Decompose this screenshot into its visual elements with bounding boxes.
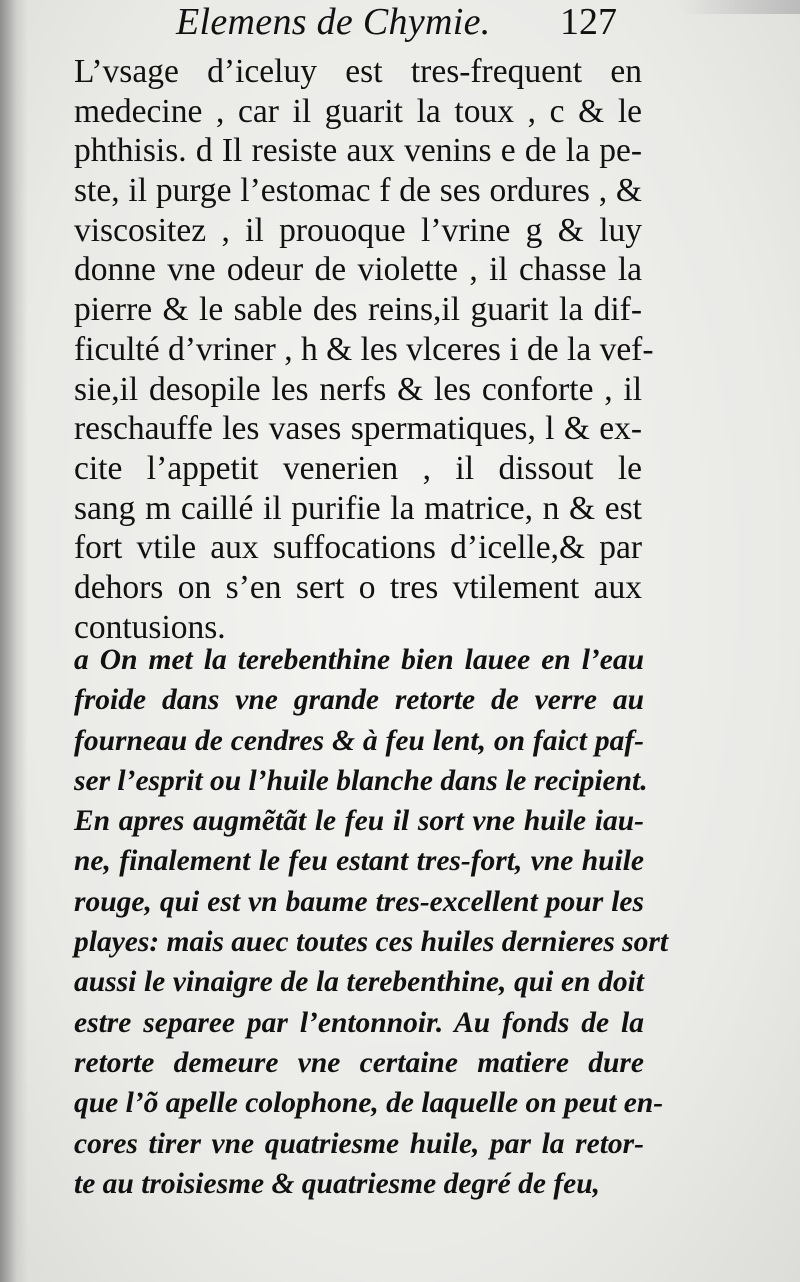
note-line: a On met la terebenthine bien lauee en l’eau [74, 644, 644, 676]
text-line: ficulté d’vriner , h & les vlceres i de la vef- [74, 330, 654, 368]
text-line: medecine , car il guarit la toux , c & le [74, 92, 642, 130]
note-line: En apres augmẽtãt le feu il sort vne huile iau- [74, 805, 644, 838]
note-line: te au troisiesme & quatriesme degré de feu, [74, 1167, 601, 1200]
page-number: 127 [560, 1, 617, 43]
note-line: ne, finalement le feu estant tres-fort, vne huile [74, 845, 644, 878]
text-line: L’vsage d’iceluy est tres-frequent en [74, 53, 642, 90]
note-line: rouge, qui est vn baume tres-excellent pour les [74, 885, 644, 918]
text-line: pierre & le sable des reins,il guarit la dif- [74, 291, 642, 329]
text-line: sang m caillé il purifie la matrice, n & est [74, 489, 642, 527]
note-line: retorte demeure vne certaine matiere dure [74, 1046, 644, 1079]
marginal-note-a [74, 640, 669, 1204]
text-line: fort vtile aux suffocations d’icelle,& par [74, 529, 642, 567]
main-paragraph [74, 52, 654, 647]
note-line: que l’õ apelle colophone, de laquelle on peut en- [74, 1087, 664, 1120]
note-line: cores tirer vne quatriesme huile, par la retor- [74, 1127, 644, 1160]
note-line: ser l’esprit ou l’huile blanche dans le recipient. [74, 764, 648, 797]
text-line: reschauffe les vases spermatiques, l & ex- [74, 410, 642, 448]
note-line: estre separee par l’entonnoir. Au fonds de la [74, 1006, 644, 1039]
binding-shadow [0, 0, 28, 1282]
text-line: cite l’appetit venerien , il dissout le [74, 449, 642, 487]
text-line: donne vne odeur de violette , il chasse la [74, 251, 642, 289]
note-line: fourneau de cendres & à feu lent, on faict paf- [74, 724, 644, 757]
text-line: sie,il desopile les nerfs & les conforte , il [74, 370, 642, 408]
note-line: playes: mais auec toutes ces huiles dernieres sort [74, 926, 669, 959]
text-line: contusions. [74, 608, 226, 646]
text-line: phthisis. d Il resiste aux venins e de la pe- [74, 132, 642, 170]
text-line: dehors on s’en sert o tres vtilement aux [74, 568, 642, 606]
note-line: froide dans vne grande retorte de verre au [74, 684, 644, 717]
note-line: aussi le vinaigre de la terebenthine, qui en doit [74, 966, 644, 999]
page-header [0, 0, 800, 56]
text-line: ste, il purge l’estomac f de ses ordures , & [74, 172, 642, 210]
running-title: Elemens de Chymie. [176, 1, 491, 43]
text-line: viscositez , il prouoque l’vrine g & luy [74, 211, 642, 249]
